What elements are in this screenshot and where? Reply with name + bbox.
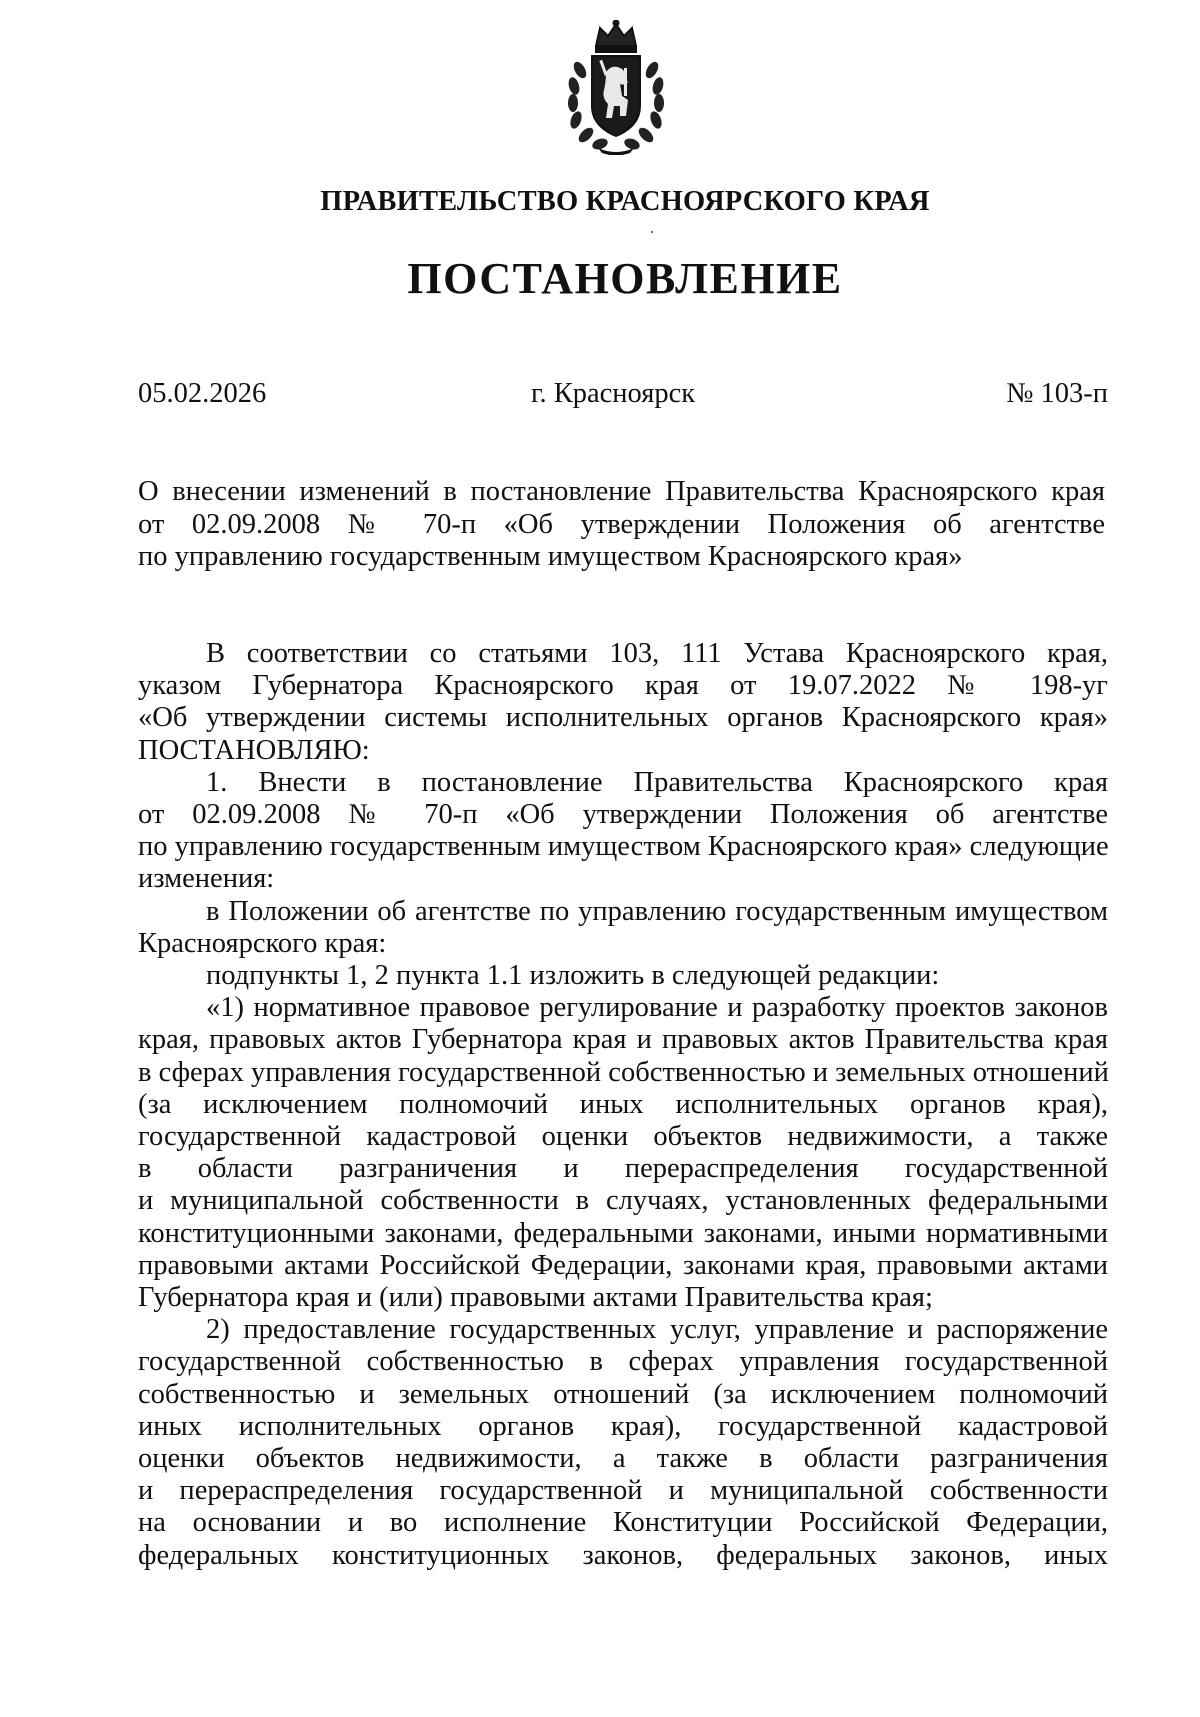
- document-date: 05.02.2026: [138, 378, 267, 409]
- body-line: подпункты 1, 2 пункта 1.1 изложить в следующей редакции:: [206, 960, 940, 992]
- body-line: Красноярского края:: [138, 927, 387, 959]
- subject-line: по управлению государственным имуществом Красноярского края»: [138, 541, 963, 572]
- body-line: и перераспределения государственной и муниципальной собственности: [138, 1475, 1108, 1507]
- document-body: [138, 638, 1108, 1572]
- body-line: оценки объектов недвижимости, а также в области разграничения: [138, 1443, 1108, 1475]
- subject-line: О внесении изменений в постановление Правительства Красноярского края: [138, 476, 1105, 507]
- document-subject: [138, 476, 1105, 574]
- body-line: в Положении об агентстве по управлению государственным имуществом: [206, 895, 1108, 927]
- coat-of-arms-icon: [562, 20, 670, 155]
- body-line: и муниципальной собственности в случаях, установленных федеральными: [138, 1185, 1108, 1217]
- body-line: В соответствии со статьями 103, 111 Устава Красноярского края,: [206, 638, 1108, 669]
- body-line: указом Губернатора Красноярского края от 19.07.2022 № 198-уг: [138, 670, 1108, 702]
- body-line: «Об утверждении системы исполнительных органов Красноярского края»: [138, 702, 1108, 734]
- body-line: на основании и во исполнение Конституции Российской Федерации,: [138, 1507, 1108, 1539]
- body-line: ПОСТАНОВЛЯЮ:: [138, 734, 370, 766]
- government-title: ПРАВИТЕЛЬСТВО КРАСНОЯРСКОГО КРАЯ: [320, 186, 930, 217]
- body-line: «1) нормативное правовое регулирование и разработку проектов законов: [206, 992, 1108, 1024]
- subject-line: от 02.09.2008 № 70-п «Об утверждении Положения об агентстве: [138, 508, 1105, 540]
- body-line: федеральных конституционных законов, федеральных законов, иных: [138, 1539, 1108, 1571]
- body-line: в сферах управления государственной собственностью и земельных отношений: [138, 1056, 1109, 1088]
- body-line: государственной кадастровой оценки объектов недвижимости, а также: [138, 1121, 1108, 1153]
- body-line: государственной собственностью в сферах управления государственной: [138, 1346, 1108, 1378]
- document-meta-row: [138, 378, 1108, 418]
- body-line: иных исполнительных органов края), государственной кадастровой: [138, 1410, 1108, 1442]
- body-line: собственностью и земельных отношений (за исключением полномочий: [138, 1378, 1108, 1410]
- body-line: от 02.09.2008 № 70-п «Об утверждении Положения об агентстве: [138, 799, 1108, 831]
- body-line: (за исключением полномочий иных исполнительных органов края),: [138, 1088, 1108, 1120]
- body-line: 1. Внести в постановление Правительства Красноярского края: [206, 766, 1108, 798]
- scan-speck: [651, 231, 653, 233]
- body-line: 2) предоставление государственных услуг, управление и распоряжение: [206, 1314, 1108, 1346]
- body-line: края, правовых актов Губернатора края и правовых актов Правительства края: [138, 1024, 1108, 1056]
- body-line: по управлению государственным имуществом Красноярского края» следующие: [138, 831, 1109, 863]
- body-line: правовыми актами Российской Федерации, законами края, правовыми актами: [138, 1249, 1108, 1281]
- body-line: в области разграничения и перераспределения государственной: [138, 1153, 1108, 1185]
- document-city: г. Красноярск: [531, 378, 696, 409]
- body-line: конституционными законами, федеральными законами, иными нормативными: [138, 1217, 1108, 1249]
- document-type-title: ПОСТАНОВЛЕНИЕ: [407, 254, 843, 303]
- body-line: изменения:: [138, 863, 275, 895]
- body-line: Губернатора края и (или) правовыми актами Правительства края;: [138, 1282, 933, 1314]
- document-number: № 103-п: [1006, 378, 1108, 409]
